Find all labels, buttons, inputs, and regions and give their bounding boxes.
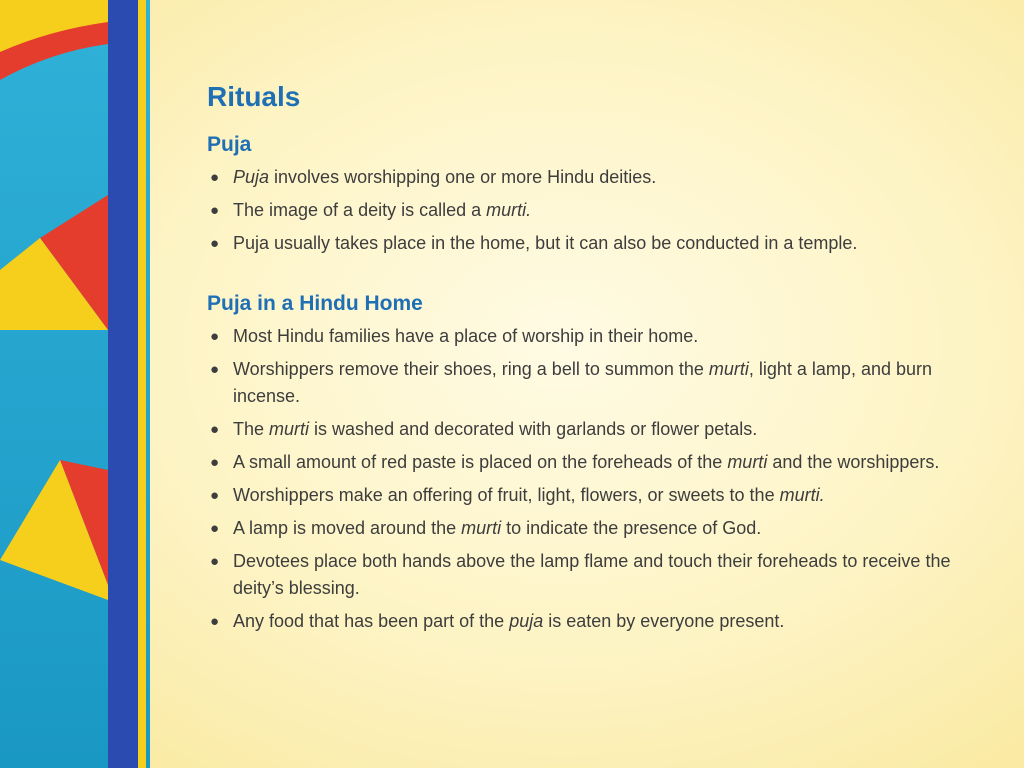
italic-term: murti (461, 518, 502, 538)
list-item (207, 515, 997, 542)
list-item (207, 230, 997, 257)
list-item (207, 608, 997, 635)
italic-term: murti (708, 359, 749, 379)
italic-term: murti (269, 419, 310, 439)
section-heading-puja-in-home: Puja in a Hindu Home (207, 292, 423, 315)
bullet-list-puja (207, 164, 997, 257)
text-run: Puja usually takes place in the home, but it can also be conducted in a temple. (233, 233, 858, 253)
italic-term: puja (509, 611, 544, 631)
bullet-icon: ● (210, 613, 220, 630)
bullet-icon: ● (210, 421, 220, 438)
italic-term: murti. (486, 200, 532, 220)
text-run: , light a lamp, and burn incense. (233, 359, 933, 406)
bullet-text (233, 551, 950, 598)
bullet-icon: ● (210, 328, 220, 345)
text-run: is washed and decorated with garlands or flower petals. (309, 419, 758, 439)
list-item (207, 548, 997, 602)
text-run: Worshippers remove their shoes, ring a bell to summon the (233, 359, 709, 379)
list-item (207, 356, 997, 410)
list-item (207, 197, 997, 224)
decorative-side-graphic (0, 0, 150, 768)
text-run: Devotees place both hands above the lamp flame and touch their foreheads to receive the deity’s blessing. (233, 551, 951, 598)
list-item (207, 164, 997, 191)
slide-title: Rituals (207, 81, 301, 112)
bullet-text (233, 167, 656, 187)
list-item (207, 482, 997, 509)
slide-content (207, 80, 997, 641)
bullet-icon: ● (210, 520, 220, 537)
bullet-text (233, 419, 757, 439)
bullet-text (233, 233, 857, 253)
text-run: A lamp is moved around the (233, 518, 462, 538)
text-run: Worshippers make an offering of fruit, light, flowers, or sweets to the (233, 485, 780, 505)
bullet-text (233, 518, 761, 538)
text-run: Any food that has been part of the (233, 611, 510, 631)
text-run: is eaten by everyone present. (543, 611, 785, 631)
bullet-icon: ● (210, 553, 220, 570)
bullet-text (233, 326, 698, 346)
text-run: The image of a deity is called a (233, 200, 487, 220)
text-run: The (233, 419, 270, 439)
text-run: and the worshippers. (767, 452, 940, 472)
bullet-text (233, 452, 939, 472)
bullet-icon: ● (210, 169, 220, 186)
bullet-icon: ● (210, 202, 220, 219)
italic-term: murti (727, 452, 768, 472)
bullet-text (233, 611, 784, 631)
section-heading-puja: Puja (207, 133, 252, 156)
text-run: to indicate the presence of God. (501, 518, 762, 538)
bullet-text (233, 485, 825, 505)
bullet-icon: ● (210, 235, 220, 252)
list-item (207, 416, 997, 443)
list-item (207, 323, 997, 350)
yellow-edge-stripe (138, 0, 146, 768)
blue-vertical-band (108, 0, 138, 768)
italic-term: murti. (779, 485, 825, 505)
bullet-icon: ● (210, 361, 220, 378)
bullet-list-puja-in-home (207, 323, 997, 635)
text-run: involves worshipping one or more Hindu deities. (269, 167, 657, 187)
bullet-text (233, 359, 932, 406)
list-item (207, 449, 997, 476)
text-run: Most Hindu families have a place of worship in their home. (233, 326, 699, 346)
text-run: A small amount of red paste is placed on the foreheads of the (233, 452, 728, 472)
bullet-icon: ● (210, 487, 220, 504)
italic-term: Puja (233, 167, 270, 187)
bullet-text (233, 200, 531, 220)
bullet-icon: ● (210, 454, 220, 471)
